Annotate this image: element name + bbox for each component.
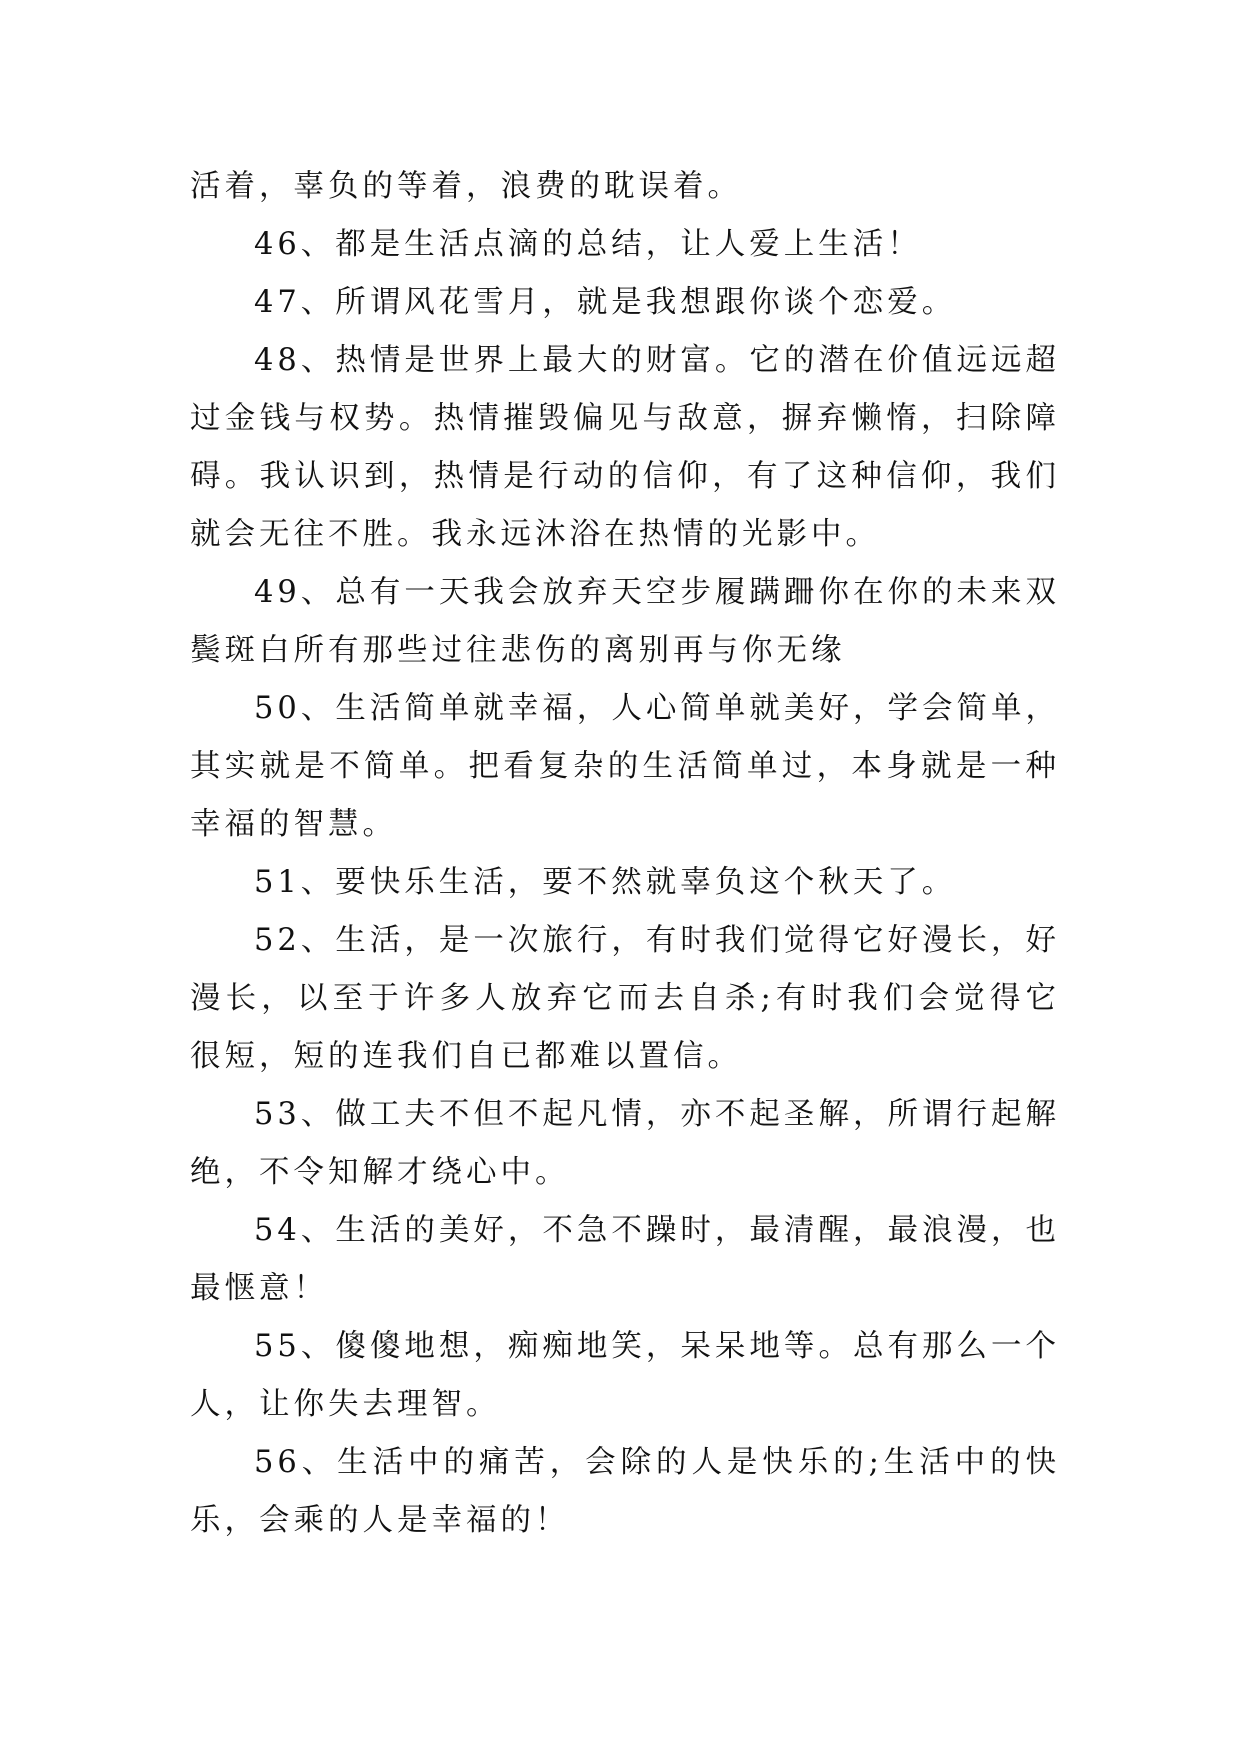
paragraph-item-49: 49、总有一天我会放弃天空步履蹒跚你在你的未来双鬓斑白所有那些过往悲伤的离别再与你无缘: [190, 575, 1060, 668]
paragraph-item-48: 48、热情是世界上最大的财富。它的潜在价值远远超过金钱与权势。热情摧毁偏见与敌意，摒弃懒惰，扫除障碍。我认识到，热情是行动的信仰，有了这种信仰，我们就会无往不胜。我永远沐浴在热情的光影中。: [190, 343, 1060, 552]
paragraph-item-55: 55、傻傻地想，痴痴地笑，呆呆地等。总有那么一个人，让你失去理智。: [190, 1329, 1060, 1422]
paragraph-item-56: 56、生活中的痛苦，会除的人是快乐的;生活中的快乐，会乘的人是幸福的！: [190, 1445, 1060, 1538]
paragraph-item-50: 50、生活简单就幸福，人心简单就美好，学会简单，其实就是不简单。把看复杂的生活简单过，本身就是一种幸福的智慧。: [190, 691, 1060, 842]
paragraph-item-53: 53、做工夫不但不起凡情，亦不起圣解，所谓行起解绝，不令知解才绕心中。: [190, 1097, 1060, 1190]
paragraph-item-52: 52、生活，是一次旅行，有时我们觉得它好漫长，好漫长，以至于许多人放弃它而去自杀;有时我们会觉得它很短，短的连我们自已都难以置信。: [190, 923, 1060, 1074]
paragraph-item-54: 54、生活的美好，不急不躁时，最清醒，最浪漫，也最惬意！: [190, 1213, 1060, 1306]
paragraph-item-47: 47、所谓风花雪月，就是我想跟你谈个恋爱。: [254, 285, 957, 320]
document-body: [190, 158, 1060, 1550]
paragraph-item-46: 46、都是生活点滴的总结，让人爱上生活！: [254, 227, 922, 262]
paragraph-item-51: 51、要快乐生活，要不然就辜负这个秋天了。: [254, 865, 957, 900]
paragraph-continuation: 活着，辜负的等着，浪费的耽误着。: [190, 169, 742, 204]
